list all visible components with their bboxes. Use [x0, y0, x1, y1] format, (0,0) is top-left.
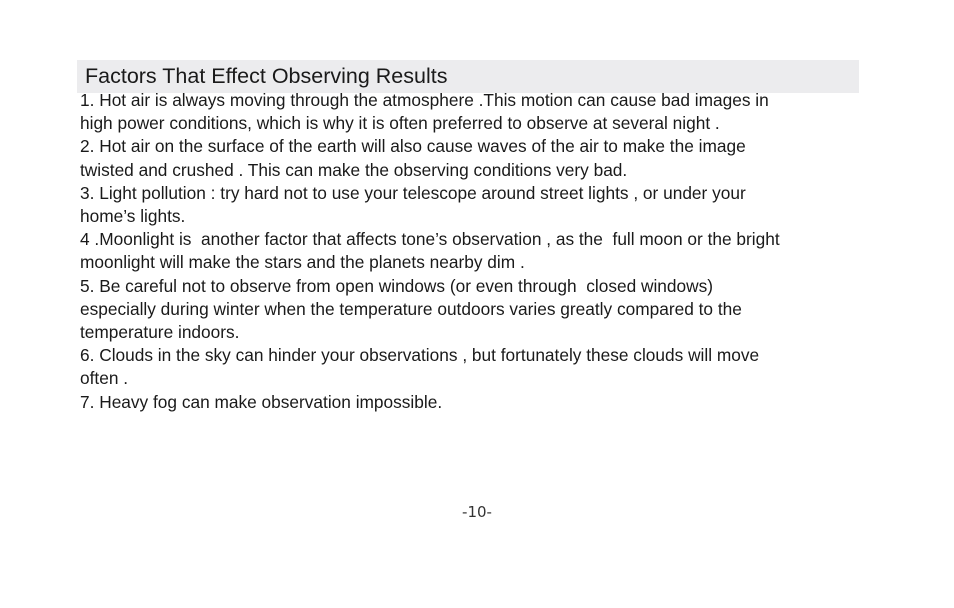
body-line: 6. Clouds in the sky can hinder your observations , but fortunately these clouds will move [80, 345, 760, 366]
section-heading: Factors That Effect Observing Results [85, 64, 448, 88]
body-line: 3. Light pollution : try hard not to use your telescope around street lights , or under your [80, 182, 746, 203]
body-line: moonlight will make the stars and the planets nearby dim . [80, 252, 525, 273]
body-line: temperature indoors. [80, 322, 240, 343]
section-body [80, 89, 870, 414]
body-line: 5. Be careful not to observe from open windows (or even through closed windows) [80, 275, 714, 296]
body-line: home’s lights. [80, 206, 186, 227]
body-line: twisted and crushed . This can make the observing conditions very bad. [80, 159, 628, 180]
body-line: especially during winter when the temperature outdoors varies greatly compared to the [80, 298, 742, 319]
body-line: 1. Hot air is always moving through the atmosphere .This motion can cause bad images in [80, 90, 769, 110]
page-number: -10- [462, 503, 492, 521]
body-line: 2. Hot air on the surface of the earth will also cause waves of the air to make the image [80, 136, 746, 157]
body-line: 4 .Moonlight is another factor that affects tone’s observation , as the full moon or the bright [80, 229, 780, 250]
body-line: 7. Heavy fog can make observation impossible. [80, 391, 443, 412]
body-line: high power conditions, which is why it is often preferred to observe at several night . [80, 113, 720, 134]
body-line: often . [80, 368, 129, 389]
